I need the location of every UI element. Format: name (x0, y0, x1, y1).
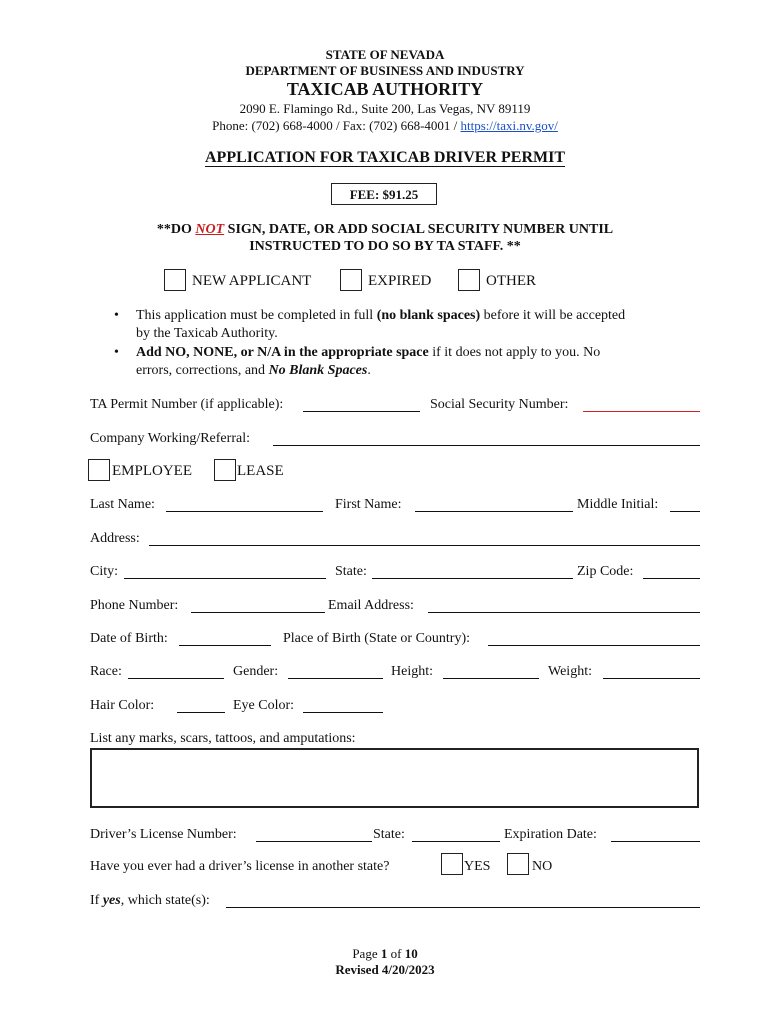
phone-field[interactable] (191, 612, 325, 613)
city-label: City: (90, 564, 119, 579)
first-name-field[interactable] (415, 511, 573, 512)
dl-number-label: Driver’s License Number: (90, 827, 237, 842)
ta-permit-field[interactable] (303, 411, 420, 412)
header-contact-text: Phone: (702) 668-4000 / Fax: (702) 668-4001 / (212, 118, 461, 133)
page-current: 1 (380, 946, 388, 961)
employee-checkbox[interactable] (88, 459, 110, 481)
last-name-label: Last Name: (90, 497, 155, 512)
ta-permit-label: TA Permit Number (if applicable): (90, 397, 284, 412)
page-of: of (387, 946, 405, 961)
page-pre: Page (352, 946, 381, 961)
hair-field[interactable] (177, 712, 225, 713)
lease-label: LEASE (237, 463, 284, 479)
page-number (0, 946, 770, 962)
header-authority: TAXICAB AUTHORITY (286, 79, 484, 99)
expired-checkbox[interactable] (340, 269, 362, 291)
bullet-2-line-1 (136, 345, 600, 361)
middle-initial-label: Middle Initial: (577, 497, 659, 512)
eye-label: Eye Color: (233, 698, 295, 713)
if-yes-post: , which state(s): (120, 893, 210, 908)
state-field[interactable] (372, 578, 573, 579)
address-field[interactable] (149, 545, 700, 546)
bullet-1-bold: (no blank spaces) (376, 308, 481, 323)
zip-field[interactable] (643, 578, 700, 579)
email-label: Email Address: (328, 598, 414, 613)
bullet-icon: • (114, 308, 119, 323)
yes-label: YES (464, 859, 491, 874)
page-title (0, 149, 770, 167)
weight-label: Weight: (548, 664, 592, 679)
hair-label: Hair Color: (90, 698, 155, 713)
dl-exp-field[interactable] (611, 841, 700, 842)
warning-pre: **DO (156, 222, 196, 237)
if-yes-pre: If (90, 893, 103, 908)
header-contact (0, 118, 770, 134)
other-label: OTHER (486, 273, 536, 289)
phone-label: Phone Number: (90, 598, 179, 613)
dl-state-label: State: (373, 827, 405, 842)
revised-date: Revised 4/20/2023 (335, 962, 435, 977)
no-label: NO (532, 859, 553, 874)
warning-post: SIGN, DATE, OR ADD SOCIAL SECURITY NUMBER UNTIL (224, 222, 614, 237)
first-name-label: First Name: (335, 497, 402, 512)
page-total: 10 (404, 946, 418, 961)
warning-not: NOT (195, 222, 225, 237)
gender-label: Gender: (233, 664, 279, 679)
warning-line-2: INSTRUCTED TO DO SO BY TA STAFF. ** (249, 239, 521, 254)
race-field[interactable] (128, 678, 224, 679)
pob-label: Place of Birth (State or Country): (283, 631, 471, 646)
header-address: 2090 E. Flamingo Rd., Suite 200, Las Vegas, NV 89119 (239, 101, 531, 116)
header-department: DEPARTMENT OF BUSINESS AND INDUSTRY (245, 63, 525, 78)
other-states-field[interactable] (226, 907, 700, 908)
bullet-1-text-end: before it will be accepted (480, 308, 626, 323)
gender-field[interactable] (288, 678, 383, 679)
marks-textarea[interactable] (90, 748, 699, 808)
address-label: Address: (90, 531, 140, 546)
height-label: Height: (391, 664, 433, 679)
bullet-1-line-1 (136, 308, 625, 324)
eye-field[interactable] (303, 712, 383, 713)
dob-field[interactable] (179, 645, 271, 646)
new-applicant-checkbox[interactable] (164, 269, 186, 291)
email-field[interactable] (428, 612, 700, 613)
lease-checkbox[interactable] (214, 459, 236, 481)
dl-number-field[interactable] (256, 841, 372, 842)
bullet-2-line-2 (136, 363, 371, 379)
warning-line-1 (0, 222, 770, 238)
ssn-field[interactable] (583, 411, 700, 412)
website-link[interactable]: https://taxi.nv.gov/ (460, 118, 558, 133)
bullet-2-bold: Add NO, NONE, or N/A in the appropriate space (136, 345, 429, 360)
weight-field[interactable] (603, 678, 700, 679)
bullet-icon: • (114, 345, 119, 360)
middle-initial-field[interactable] (670, 511, 700, 512)
dob-label: Date of Birth: (90, 631, 168, 646)
if-yes-label (90, 893, 210, 909)
company-label: Company Working/Referral: (90, 431, 250, 446)
dl-exp-label: Expiration Date: (504, 827, 597, 842)
employee-label: EMPLOYEE (112, 463, 192, 479)
bullet-2-text: if it does not apply to you. No (428, 345, 601, 360)
marks-label: List any marks, scars, tattoos, and amputations: (90, 731, 356, 746)
bullet-2-text-2: errors, corrections, and (136, 363, 269, 378)
yes-checkbox[interactable] (441, 853, 463, 875)
dl-state-field[interactable] (412, 841, 500, 842)
height-field[interactable] (443, 678, 539, 679)
company-field[interactable] (273, 445, 700, 446)
expired-label: EXPIRED (368, 273, 432, 289)
page-title-text: APPLICATION FOR TAXICAB DRIVER PERMIT (204, 149, 566, 166)
bullet-2-period: . (367, 363, 371, 378)
fee-box: FEE: $91.25 (331, 183, 437, 205)
bullet-2-bold-italic: No Blank Spaces (268, 363, 368, 378)
pob-field[interactable] (488, 645, 700, 646)
header-state: STATE OF NEVADA (325, 47, 445, 62)
race-label: Race: (90, 664, 122, 679)
other-state-question: Have you ever had a driver’s license in another state? (90, 859, 390, 874)
bullet-1-text: This application must be completed in full (136, 308, 377, 323)
if-yes-bold: yes (102, 893, 121, 908)
new-applicant-label: NEW APPLICANT (192, 273, 312, 289)
bullet-1-line-2: by the Taxicab Authority. (136, 326, 278, 341)
zip-label: Zip Code: (577, 564, 634, 579)
other-checkbox[interactable] (458, 269, 480, 291)
ssn-label: Social Security Number: (430, 397, 569, 412)
city-field[interactable] (124, 578, 326, 579)
no-checkbox[interactable] (507, 853, 529, 875)
last-name-field[interactable] (166, 511, 323, 512)
state-label: State: (335, 564, 367, 579)
